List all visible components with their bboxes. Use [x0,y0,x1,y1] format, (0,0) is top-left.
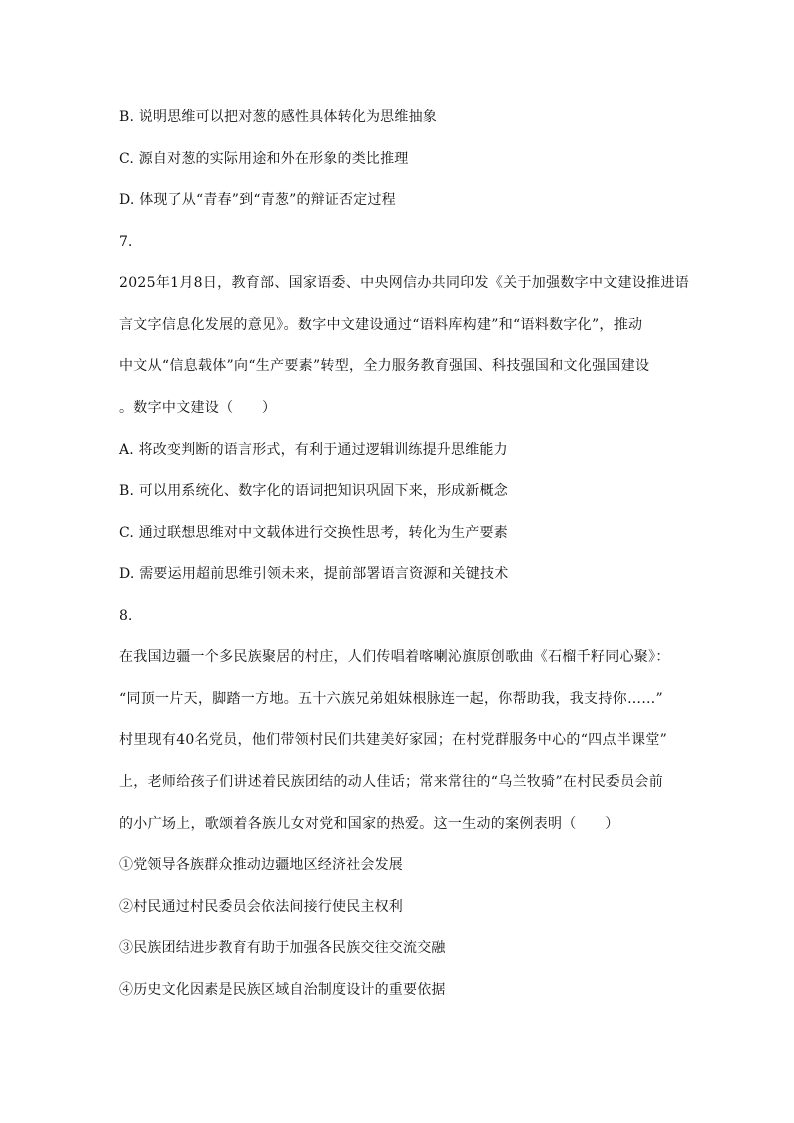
q7-option-d: D. 需要运用超前思维引领未来，提前部署语言资源和关键技术 [119,566,509,582]
q8-stem-line-4: 上，老师给孩子们讲述着民族团结的动人佳话；常来常往的“乌兰牧骑”在村民委员会前 [119,774,664,790]
q7-option-b: B. 可以用系统化、数字化的语词把知识巩固下来，形成新概念 [119,483,508,499]
q7-option-a: A. 将改变判断的语言形式，有利于通过逻辑训练提升思维能力 [119,442,508,458]
q8-statement-3: ③民族团结进步教育有助于加强各民族交往交流交融 [119,940,446,956]
q8-statement-2: ②村民通过村民委员会依法间接行使民主权利 [119,899,403,915]
q8-statement-1: ①党领导各族群众推动边疆地区经济社会发展 [119,857,403,873]
q8-stem-line-5: 的小广场上，歌颂着各族儿女对党和国家的热爱。这一生动的案例表明（ ） [119,816,620,832]
q6-option-c: C. 源自对葱的实际用途和外在形象的类比推理 [119,151,409,167]
q8-statement-4: ④历史文化因素是民族区域自治制度设计的重要依据 [119,982,446,998]
q8-stem-line-2: “同顶一片天，脚踏一方地。五十六族兄弟姐妹根脉连一起，你帮助我，我支持你……” [119,691,664,707]
q7-number: 7. [119,234,133,250]
q8-number: 8. [119,608,133,624]
q7-stem-line-1: 2025年1月8日，教育部、国家语委、中央网信办共同印发《关于加强数字中文建设推进语 [119,275,690,291]
q6-option-d: D. 体现了从“青春”到“青葱”的辩证否定过程 [119,192,396,208]
q6-option-b: B. 说明思维可以把对葱的感性具体转化为思维抽象 [119,109,437,125]
q7-stem-line-3: 中文从“信息载体”向“生产要素”转型，全力服务教育强国、科技强国和文化强国建设 [119,358,650,374]
q8-stem-line-1: 在我国边疆一个多民族聚居的村庄，人们传唱着喀喇沁旗原创歌曲《石榴千籽同心聚》： [119,649,670,665]
q8-stem-line-3: 村里现有40名党员，他们带领村民们共建美好家园；在村党群服务中心的“四点半课堂” [119,732,668,748]
q7-option-c: C. 通过联想思维对中文载体进行交换性思考，转化为生产要素 [119,525,508,541]
q7-stem-line-2: 言文字信息化发展的意见》。数字中文建设通过“语料库构建”和“语料数字化”，推动 [119,317,643,333]
q7-stem-line-4: 。数字中文建设（ ） [119,400,277,416]
